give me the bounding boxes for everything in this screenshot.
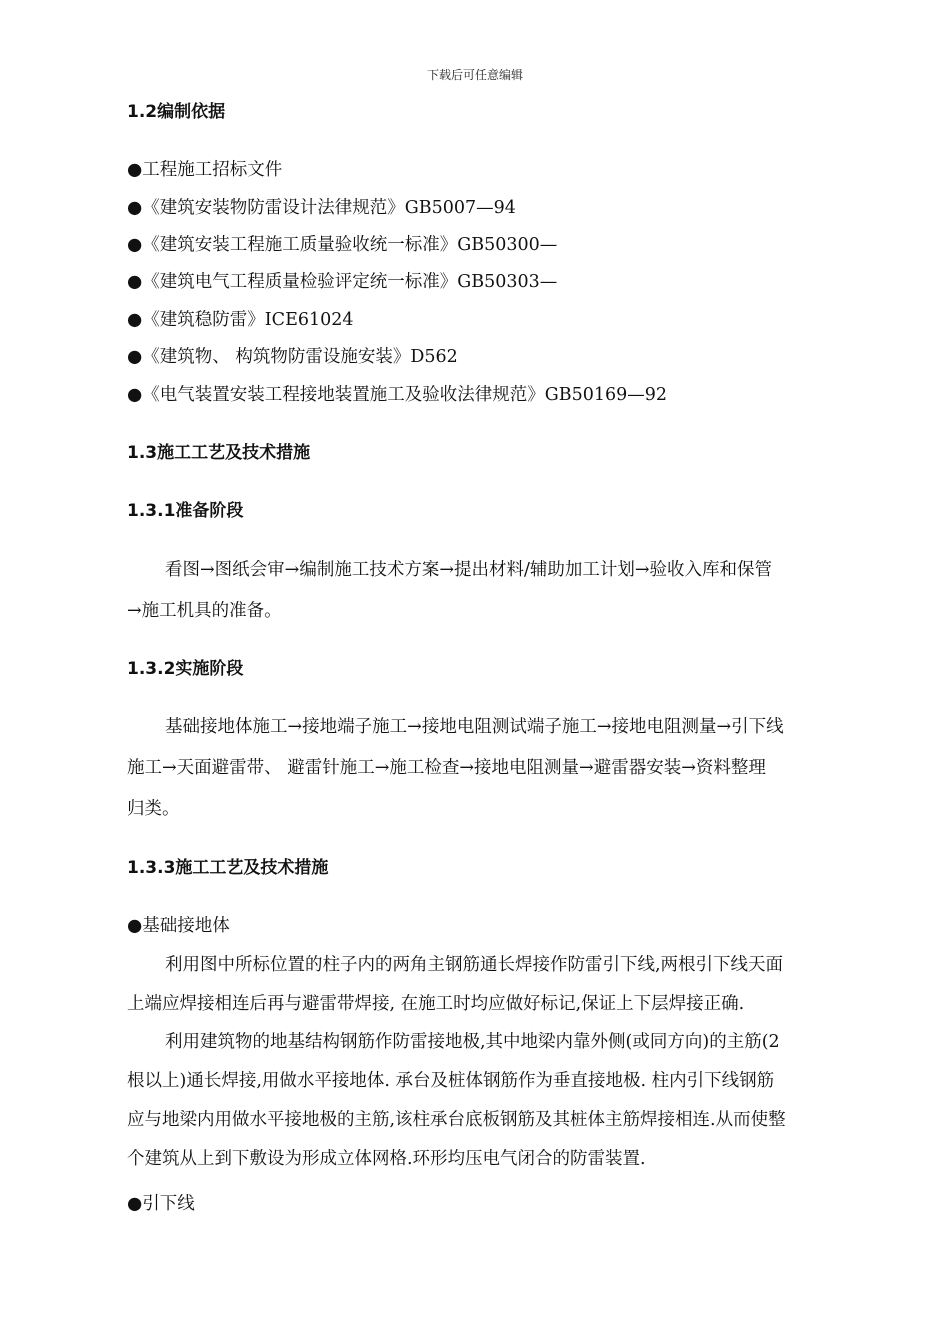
section-title-1-3-3: 1.3.3施工工艺及技术措施 xyxy=(127,858,329,878)
para1-line-2: 上端应焊接相连后再与避雷带焊接, 在施工时均应做好标记,保证上下层焊接正确. xyxy=(127,994,745,1014)
para2-line-2: 根以上)通长焊接,用做水平接地体. 承台及桩体钢筋作为垂直接地极. 柱内引下线钢筋 xyxy=(127,1071,775,1091)
para2-line-1: 利用建筑物的地基结构钢筋作防雷接地极,其中地梁内靠外侧(或同方向)的主筋(2 xyxy=(165,1032,780,1052)
section-title-1-2: 1.2编制依据 xyxy=(127,102,226,122)
prep-line-2: →施工机具的准备。 xyxy=(127,601,282,621)
prep-line-1: 看图→图纸会审→编制施工技术方案→提出材料/辅助加工计划→验收入库和保管 xyxy=(165,560,773,580)
bullet-down-conductor: ●引下线 xyxy=(127,1194,195,1214)
page-header: 下载后可任意编辑 xyxy=(426,68,523,82)
basis-item-2: ●《建筑安装物防雷设计法律规范》GB5007—94 xyxy=(127,198,516,218)
para1-line-1: 利用图中所标位置的柱子内的两角主钢筋通长焊接作防雷引下线,两根引下线天面 xyxy=(165,955,784,975)
basis-item-1: ●工程施工招标文件 xyxy=(127,160,283,180)
section-title-1-3-1: 1.3.1准备阶段 xyxy=(127,501,244,521)
para2-line-3: 应与地梁内用做水平接地极的主筋,该柱承台底板钢筋及其桩体主筋焊接相连.从而使整 xyxy=(127,1110,786,1130)
basis-item-6: ●《建筑物、 构筑物防雷设施安装》D562 xyxy=(127,347,458,367)
impl-line-1: 基础接地体施工→接地端子施工→接地电阻测试端子施工→接地电阻测量→引下线 xyxy=(165,717,784,737)
impl-line-3: 归类。 xyxy=(127,799,180,819)
impl-line-2: 施工→天面避雷带、 避雷针施工→施工检查→接地电阻测量→避雷器安装→资料整理 xyxy=(127,758,766,778)
bullet-foundation-ground: ●基础接地体 xyxy=(127,916,230,936)
basis-item-3: ●《建筑安装工程施工质量验收统一标准》GB50300— xyxy=(127,235,558,255)
basis-item-5: ●《建筑稳防雷》ICE61024 xyxy=(127,310,354,330)
section-title-1-3: 1.3施工工艺及技术措施 xyxy=(127,443,311,463)
basis-item-4: ●《建筑电气工程质量检验评定统一标准》GB50303— xyxy=(127,272,558,292)
para2-line-4: 个建筑从上到下敷设为形成立体网格.环形均压电气闭合的防雷装置. xyxy=(127,1149,646,1169)
basis-item-7: ●《电气装置安装工程接地装置施工及验收法律规范》GB50169—92 xyxy=(127,385,668,405)
section-title-1-3-2: 1.3.2实施阶段 xyxy=(127,659,244,679)
